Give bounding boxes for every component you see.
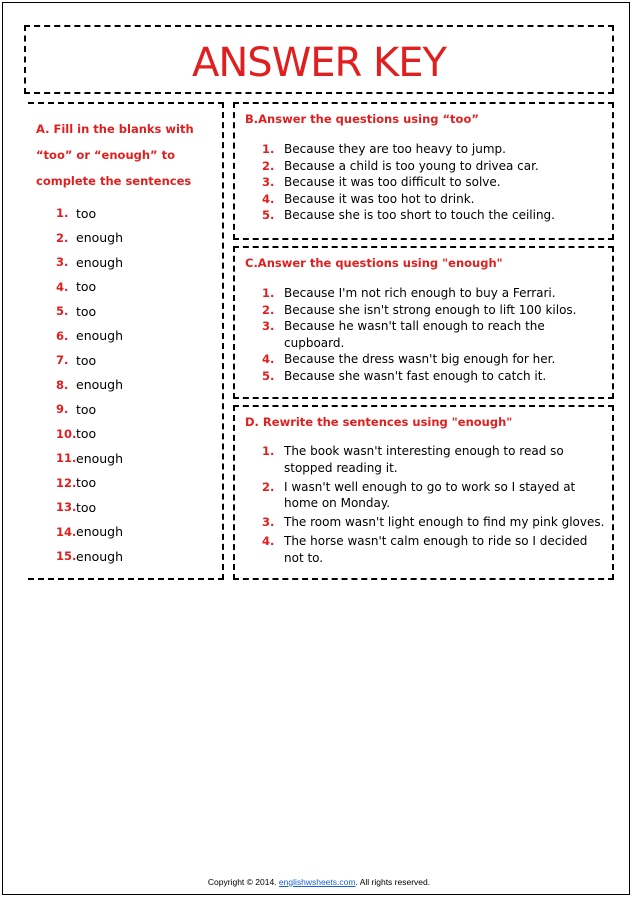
item-number: 5. — [262, 208, 275, 222]
section-b-heading: B.Answer the questions using “too” — [245, 112, 479, 126]
item-answer: Because a child is too young to drivea car. — [284, 158, 539, 173]
item-answer: Because the dress wasn't big enough for her. — [284, 352, 556, 366]
list-item — [56, 348, 123, 373]
list-item — [56, 373, 123, 398]
item-answer: Because it was too difficult to solve. — [284, 175, 501, 189]
copyright-footer — [0, 877, 638, 887]
list-item — [56, 275, 123, 300]
item-answer: Because she wasn't fast enough to catch it. — [284, 368, 547, 383]
item-answer: The book wasn't interesting enough to read so stopped reading it. — [284, 444, 564, 475]
item-answer: enough — [76, 377, 124, 393]
list-item — [56, 422, 123, 447]
item-number: 3. — [262, 175, 275, 189]
item-number: 4. — [56, 279, 69, 294]
item-number: 3. — [56, 255, 69, 270]
item-answer: too — [76, 205, 97, 221]
item-answer: enough — [76, 524, 124, 540]
item-answer: too — [76, 401, 97, 417]
list-item — [56, 544, 123, 569]
item-answer: enough — [76, 450, 124, 466]
item-number: 3. — [262, 515, 275, 529]
list-item — [56, 471, 123, 496]
list-item — [262, 318, 607, 351]
section-a-list — [56, 201, 123, 569]
item-answer: enough — [76, 548, 124, 564]
item-number: 10. — [56, 426, 77, 441]
item-number: 2. — [262, 479, 275, 494]
list-item — [56, 201, 123, 226]
item-number: 1. — [262, 286, 275, 300]
item-number: 9. — [56, 402, 69, 417]
list-item — [56, 250, 123, 275]
item-number: 14. — [56, 524, 77, 539]
list-item — [262, 207, 607, 224]
section-b-box — [233, 102, 614, 240]
list-item — [262, 191, 607, 208]
site-link[interactable]: englishwsheets.com — [278, 877, 356, 887]
list-item — [262, 174, 607, 191]
item-answer: The horse wasn't calm enough to ride so I decided not to. — [284, 534, 588, 565]
list-item — [262, 479, 607, 512]
item-number: 5. — [262, 368, 275, 383]
item-number: 12. — [56, 475, 77, 490]
item-answer: enough — [76, 328, 124, 344]
item-answer: enough — [76, 254, 124, 270]
item-number: 1. — [262, 142, 275, 156]
section-c-box — [233, 246, 614, 399]
item-number: 2. — [56, 230, 69, 245]
section-a-bottom-border — [28, 578, 224, 580]
list-item — [56, 520, 123, 545]
list-item — [56, 397, 123, 422]
item-number: 15. — [56, 549, 77, 564]
section-b-list — [262, 141, 607, 224]
item-number: 3. — [262, 319, 275, 333]
list-item — [262, 514, 607, 531]
list-item — [56, 446, 123, 471]
section-c-heading: C.Answer the questions using "enough" — [245, 256, 503, 270]
item-number: 4. — [262, 534, 275, 548]
list-item — [262, 158, 607, 175]
item-number: 8. — [56, 377, 69, 392]
item-number: 4. — [262, 191, 275, 206]
item-number: 11. — [56, 451, 77, 466]
copyright-suffix: . All rights reserved. — [355, 877, 431, 887]
section-d-box — [233, 405, 614, 580]
list-item — [262, 443, 607, 476]
item-answer: Because she isn't strong enough to lift 100 kilos. — [284, 302, 577, 317]
item-number: 2. — [262, 302, 275, 317]
list-item — [56, 299, 123, 324]
item-number: 7. — [56, 353, 69, 368]
list-item — [262, 302, 607, 319]
item-answer: I wasn't well enough to go to work so I stayed at home on Monday. — [284, 479, 576, 510]
item-number: 4. — [262, 352, 275, 366]
item-answer: enough — [76, 230, 124, 246]
list-item — [262, 351, 607, 368]
item-answer: too — [76, 352, 97, 368]
copyright-text: Copyright © 2014. — [207, 877, 279, 887]
item-answer: too — [76, 303, 97, 319]
item-answer: too — [76, 499, 97, 515]
item-number: 5. — [56, 304, 69, 319]
list-item — [56, 226, 123, 251]
item-answer: Because it was too hot to drink. — [284, 191, 475, 206]
section-c-list — [262, 285, 607, 384]
item-answer: The room wasn't light enough to find my pink gloves. — [284, 515, 605, 529]
item-answer: Because she is too short to touch the ceiling. — [284, 208, 555, 222]
item-answer: too — [76, 279, 97, 295]
item-number: 13. — [56, 500, 77, 515]
list-item — [262, 533, 607, 566]
title-box — [24, 25, 614, 94]
item-answer: Because I'm not rich enough to buy a Ferrari. — [284, 286, 556, 300]
item-number: 2. — [262, 158, 275, 173]
item-answer: too — [76, 426, 97, 442]
item-number: 1. — [56, 206, 69, 221]
section-a-heading: A. Fill in the blanks with “too” or “enough” to complete the sentences — [36, 122, 194, 188]
section-d-list — [262, 443, 607, 569]
item-answer: too — [76, 475, 97, 491]
section-d-heading: D. Rewrite the sentences using "enough" — [245, 415, 513, 429]
item-answer: Because they are too heavy to jump. — [284, 142, 506, 156]
list-item — [56, 324, 123, 349]
item-number: 6. — [56, 328, 69, 343]
list-item — [262, 141, 607, 158]
item-number: 1. — [262, 444, 275, 458]
item-answer: Because he wasn't tall enough to reach the cupboard. — [284, 319, 545, 350]
list-item — [262, 368, 607, 385]
list-item — [262, 285, 607, 302]
list-item — [56, 495, 123, 520]
page-title: ANSWER KEY — [192, 39, 446, 86]
